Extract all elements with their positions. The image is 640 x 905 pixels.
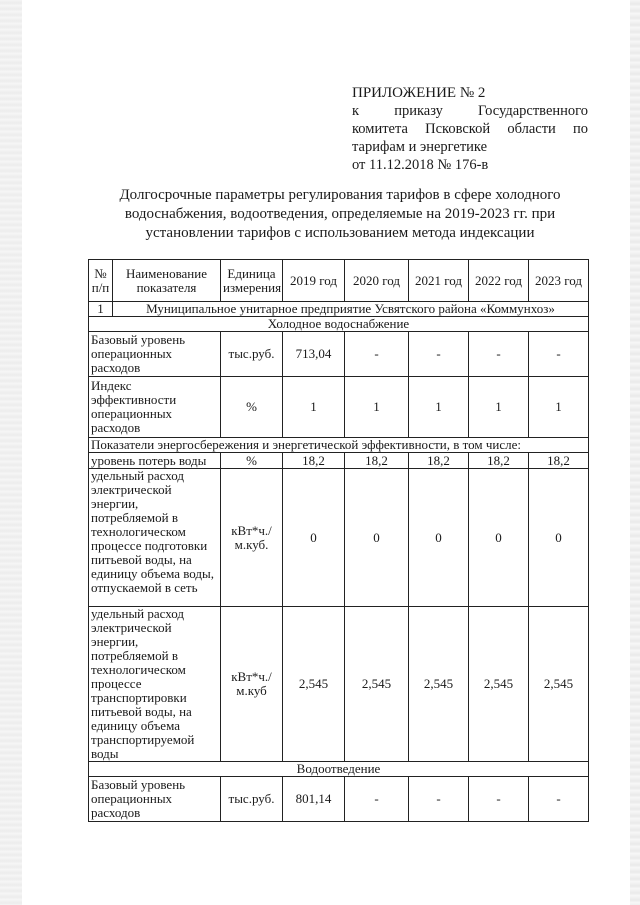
section-row-sewerage <box>89 762 589 777</box>
appendix-title: ПРИЛОЖЕНИЕ № 2 <box>352 85 486 101</box>
row-unit: % <box>221 453 283 469</box>
scan-edge-right <box>630 0 640 905</box>
appendix-line-4: от 11.12.2018 № 176-в <box>352 157 489 173</box>
table-row <box>89 453 589 469</box>
value-2019: 2,545 <box>283 607 345 762</box>
energy-header-row <box>89 438 589 453</box>
value-2022: 1 <box>469 377 529 438</box>
value-2023: - <box>529 332 589 377</box>
value-2020: - <box>345 332 409 377</box>
value-2023: 18,2 <box>529 453 589 469</box>
value-2019: 713,04 <box>283 332 345 377</box>
row-name: Базовый уровень операционных расходов <box>89 777 221 822</box>
appendix-line-2: комитета Псковской области по <box>352 121 588 137</box>
header-num: № п/п <box>89 260 113 302</box>
energy-indicators-heading: Показатели энергосбережения и энергетической эффективности, в том числе: <box>89 438 589 453</box>
table-header-row <box>89 260 589 302</box>
row-name: уровень потерь воды <box>89 453 221 469</box>
value-2020: 1 <box>345 377 409 438</box>
value-2020: 2,545 <box>345 607 409 762</box>
org-name: Муниципальное унитарное предприятие Усвятского района «Коммунхоз» <box>113 302 589 317</box>
header-2019: 2019 год <box>283 260 345 302</box>
value-2019: 18,2 <box>283 453 345 469</box>
row-unit: кВт*ч./м.куб <box>221 607 283 762</box>
value-2022: 18,2 <box>469 453 529 469</box>
value-2020: 18,2 <box>345 453 409 469</box>
appendix-line-3: тарифам и энергетике <box>352 139 488 155</box>
table-row <box>89 332 589 377</box>
table-row <box>89 469 589 607</box>
row-unit: тыс.руб. <box>221 777 283 822</box>
scan-edge-left <box>0 0 22 905</box>
value-2022: 2,545 <box>469 607 529 762</box>
header-2020: 2020 год <box>345 260 409 302</box>
appendix-block <box>352 84 588 174</box>
parameters-table <box>88 259 589 822</box>
appendix-line-1: к приказу Государственного <box>352 103 588 119</box>
value-2021: 1 <box>409 377 469 438</box>
row-name: Индекс эффективности операционных расходов <box>89 377 221 438</box>
value-2021: 2,545 <box>409 607 469 762</box>
value-2023: 2,545 <box>529 607 589 762</box>
header-2022: 2022 год <box>469 260 529 302</box>
value-2023: 1 <box>529 377 589 438</box>
value-2021: 18,2 <box>409 453 469 469</box>
header-2023: 2023 год <box>529 260 589 302</box>
value-2021: - <box>409 777 469 822</box>
table-row <box>89 377 589 438</box>
row-name: удельный расход электрической энергии, потребляемой в технологическом процессе подготовки питьевой воды, на единицу объема воды, отпускаемой в сеть <box>89 469 221 607</box>
value-2022: 0 <box>469 469 529 607</box>
value-2020: 0 <box>345 469 409 607</box>
section-cold-water: Холодное водоснабжение <box>89 317 589 332</box>
header-unit: Единица измерения <box>221 260 283 302</box>
value-2019: 1 <box>283 377 345 438</box>
document-heading: Долгосрочные параметры регулирования тарифов в сфере холодного водоснабжения, водоотведения, определяемые на 2019-2023 гг. при установлении тарифов с использованием метода индексации <box>119 187 561 241</box>
value-2023: 0 <box>529 469 589 607</box>
org-number: 1 <box>89 302 113 317</box>
value-2019: 0 <box>283 469 345 607</box>
header-2021: 2021 год <box>409 260 469 302</box>
row-name: Базовый уровень операционных расходов <box>89 332 221 377</box>
section-row-water <box>89 317 589 332</box>
section-sewerage: Водоотведение <box>89 762 589 777</box>
row-unit: % <box>221 377 283 438</box>
row-unit: кВт*ч./м.куб. <box>221 469 283 607</box>
row-name: удельный расход электрической энергии, потребляемой в технологическом процессе транспортировки питьевой воды, на единицу объема транспортируемой воды <box>89 607 221 762</box>
value-2021: - <box>409 332 469 377</box>
value-2019: 801,14 <box>283 777 345 822</box>
value-2022: - <box>469 777 529 822</box>
table-row <box>89 777 589 822</box>
value-2021: 0 <box>409 469 469 607</box>
value-2023: - <box>529 777 589 822</box>
value-2022: - <box>469 332 529 377</box>
row-unit: тыс.руб. <box>221 332 283 377</box>
organization-row <box>89 302 589 317</box>
table-row <box>89 607 589 762</box>
header-name: Наименование показателя <box>113 260 221 302</box>
value-2020: - <box>345 777 409 822</box>
